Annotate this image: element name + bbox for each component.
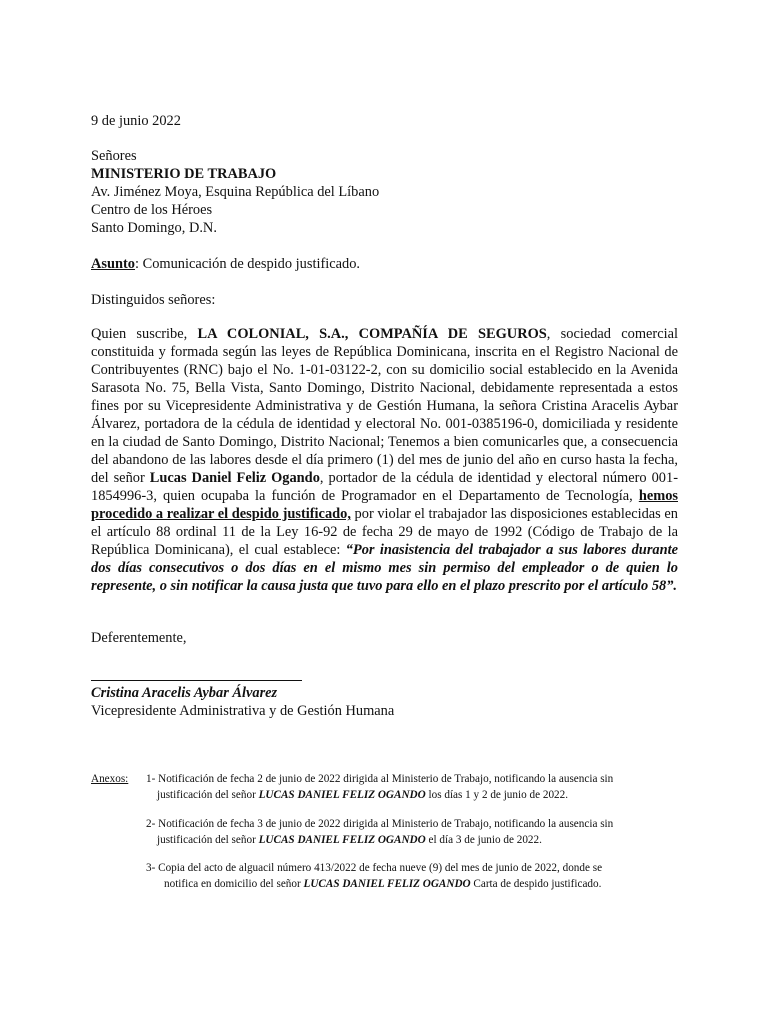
recipient-org: MINISTERIO DE TRABAJO [91, 166, 277, 182]
annex-item-3: 3- Copia del acto de alguacil número 413/2022 de fecha nueve (9) del mes de junio de 2022, donde se notifica en domicilio del señor LUCAS DANIEL FELIZ OGANDO Carta de despido justificado. [146, 862, 603, 890]
dismissal-statement: hemos procedido a realizar el despido justificado, [91, 488, 678, 522]
greeting: Distinguidos señores: [91, 292, 216, 308]
signer-name: Cristina Aracelis Aybar Álvarez [91, 685, 278, 701]
company-name: LA COLONIAL, S.A., COMPAÑÍA DE SEGUROS [197, 326, 547, 342]
annex-item-2: 2- Notificación de fecha 3 de junio de 2022 dirigida al Ministerio de Trabajo, notificando la ausencia sin justificación del señor LUCAS DANIEL FELIZ OGANDO el día 3 de junio de 2022. [146, 818, 614, 846]
signature-line [91, 680, 302, 681]
subject-text: : Comunicación de despido justificado. [135, 256, 361, 272]
signer-title: Vicepresidente Administrativa y de Gestión Humana [91, 703, 395, 719]
recipient-address-1: Av. Jiménez Moya, Esquina República del Líbano [91, 184, 380, 200]
letter-body: Quien suscribe, LA COLONIAL, S.A., COMPAÑÍA DE SEGUROS, sociedad comercial constituida y formada según las leyes de República Dominicana, inscrita en el Registro Nacional de Contribuyentes (RNC) bajo el No. 1-01-03122-2, con su domicilio social establecido en la Avenida Sarasota No. 75, Bella Vista, Santo Domingo, Distrito Nacional, debidamente representada a estos fines por su Vicepresidente Administrativa y de Gestión Humana, la señora Cristina Aracelis Aybar Álvarez, portadora de la cédula de identidad y electoral No. 001-0385196-0, domiciliada y residente en la ciudad de Santo Domingo, Distrito Nacional; Tenemos a bien comunicarles que, a consecuencia del abandono de las labores desde el día primero (1) del mes de junio del año en curso hasta la fecha, del señor Lucas Daniel Feliz Ogando, portador de la cédula de identidad y electoral número 001-1854996-3, quien ocupaba la función de Programador en el Departamento de Tecnología, hemos procedido a realizar el despido justificado, por violar el trabajador las disposiciones establecidas en el artículo 88 ordinal 11 de la Ley 16-92 de fecha 29 de mayo de 1992 (Código de Trabajo de la República Dominicana), el cual establece: “Por inasistencia del trabajador a sus labores durante dos días consecutivos o dos días en el mismo mes sin permiso del empleador o de quien lo represente, o sin notificar la causa justa que tuvo para ello en el plazo prescrito por el artículo 58”. [91, 326, 678, 594]
signature-block [91, 684, 678, 720]
annexes-label: Anexos: [91, 773, 129, 785]
letter-date: 9 de junio 2022 [91, 113, 181, 129]
recipient-block [91, 147, 678, 237]
subject-line [91, 255, 678, 273]
subject-label: Asunto [91, 256, 135, 272]
annex-item-1: 1- Notificación de fecha 2 de junio de 2022 dirigida al Ministerio de Trabajo, notificando la ausencia sin justificación del señor LUCAS DANIEL FELIZ OGANDO los días 1 y 2 de junio de 2022. [146, 773, 614, 801]
employee-name: Lucas Daniel Feliz Ogando [149, 470, 320, 486]
recipient-salutation: Señores [91, 148, 137, 164]
recipient-address-3: Santo Domingo, D.N. [91, 220, 217, 236]
law-quote: “Por inasistencia del trabajador a sus labores durante dos días consecutivos o dos días en el mismo mes sin permiso del empleador o de quien lo represente, o sin notificar la causa justa que tuvo para ello en el plazo prescrito por el artículo 58”. [91, 542, 678, 594]
closing: Deferentemente, [91, 630, 187, 646]
recipient-address-2: Centro de los Héroes [91, 202, 213, 218]
